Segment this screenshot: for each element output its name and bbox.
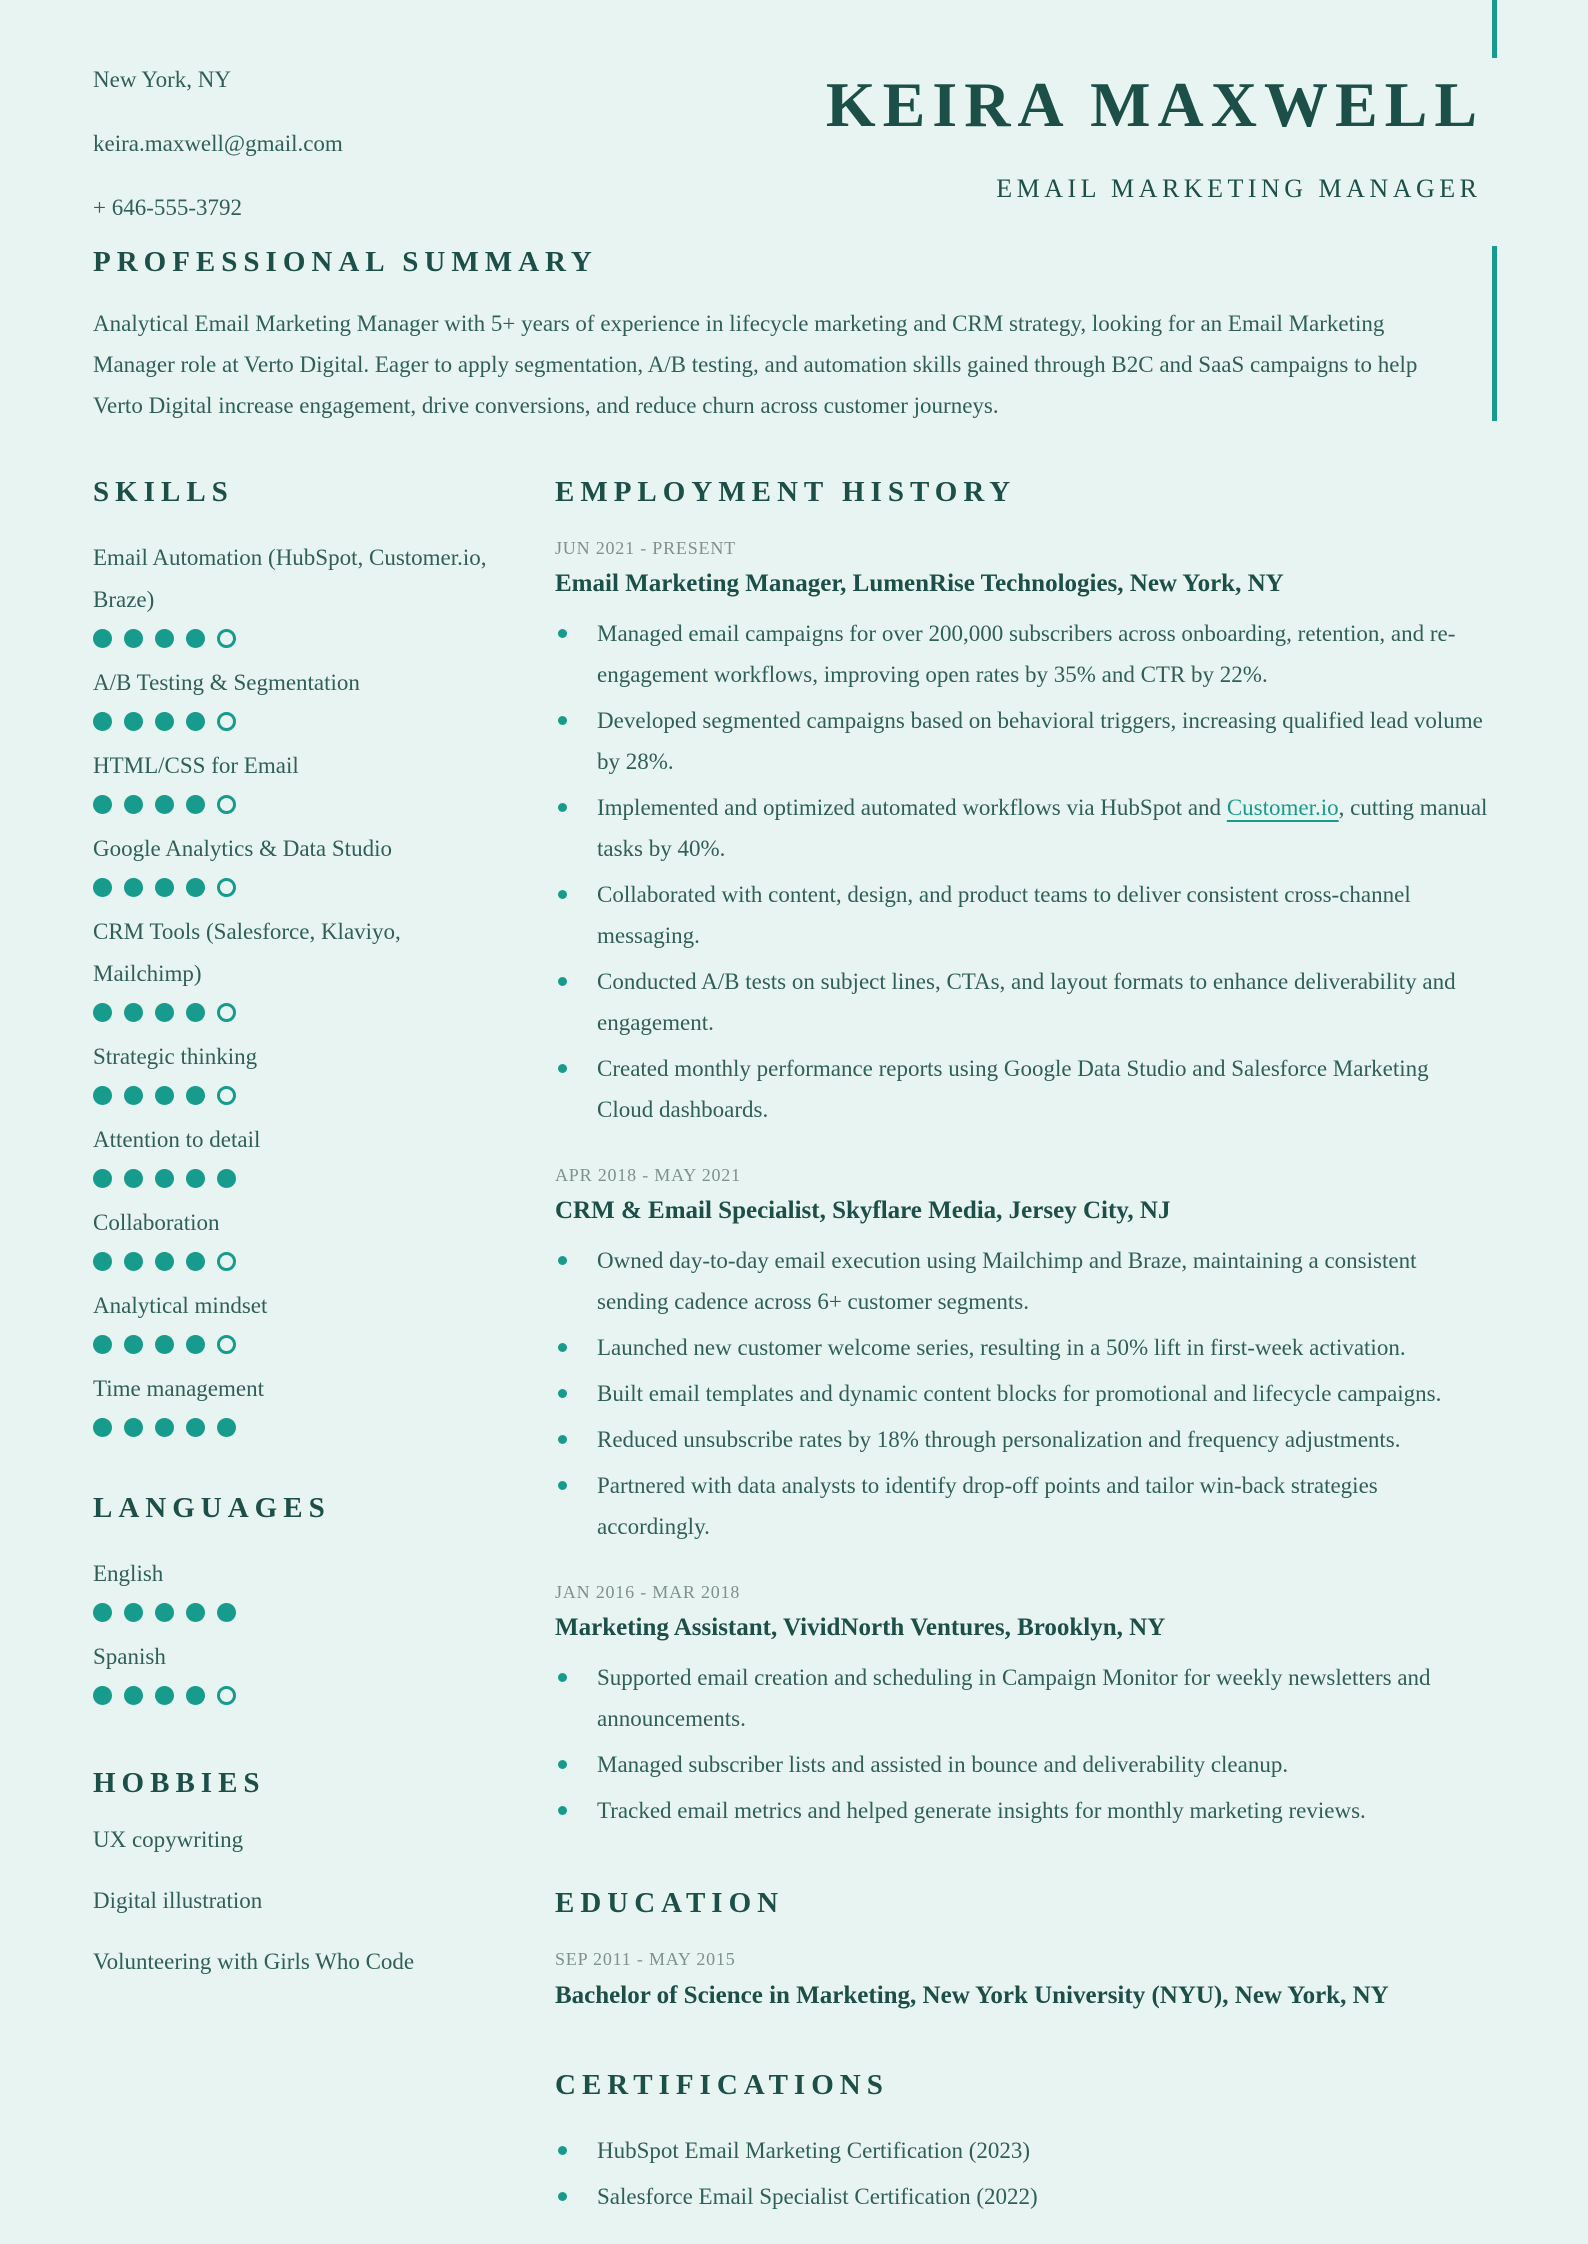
job-bullets	[555, 613, 1490, 1130]
job-bullet: Created monthly performance reports using Google Data Studio and Salesforce Marketing Cloud dashboards.	[555, 1048, 1490, 1130]
employment-section	[555, 476, 1490, 1831]
rated-item-label: English	[93, 1561, 164, 1586]
left-column	[93, 476, 493, 2222]
rating-dot-empty	[217, 1335, 236, 1354]
job-dates: JUN 2021 - PRESENT	[555, 538, 736, 558]
job-bullet: Managed email campaigns for over 200,000 subscribers across onboarding, retention, and re-engagement workflows, improving open rates by 35% and CTR by 22%.	[555, 613, 1490, 695]
rating-dot-filled	[93, 878, 112, 897]
rating-dots	[93, 1335, 493, 1354]
job-bullets	[555, 1240, 1490, 1547]
rating-dot-filled	[124, 878, 143, 897]
job-bullet: Supported email creation and scheduling in Campaign Monitor for weekly newsletters and announcements.	[555, 1657, 1490, 1739]
contact-block	[93, 68, 343, 220]
header	[0, 0, 1588, 220]
rating-dots	[93, 629, 493, 648]
candidate-name: KEIRA MAXWELL	[825, 69, 1484, 140]
rating-dot-filled	[155, 712, 174, 731]
job-bullet: Owned day-to-day email execution using Mailchimp and Braze, maintaining a consistent sending cadence across 6+ customer segments.	[555, 1240, 1490, 1322]
contact-location: New York, NY	[93, 67, 232, 92]
certifications-section	[555, 2069, 1490, 2217]
rating-dot-filled	[155, 1252, 174, 1271]
rated-item	[93, 1036, 493, 1105]
job-bullet: Reduced unsubscribe rates by 18% through personalization and frequency adjustments.	[555, 1419, 1490, 1460]
job-bullets	[555, 1657, 1490, 1831]
rated-item-label: Spanish	[93, 1644, 166, 1669]
job-bullet: Conducted A/B tests on subject lines, CTAs, and layout formats to enhance deliverability and engagement.	[555, 961, 1490, 1043]
rating-dot-filled	[155, 629, 174, 648]
job-title: CRM & Email Specialist, Skyflare Media, Jersey City, NJ	[555, 1197, 1171, 1224]
rated-item	[93, 828, 493, 897]
two-column-body	[0, 476, 1588, 2222]
rating-dot-filled	[93, 1169, 112, 1188]
job-bullet: Partnered with data analysts to identify drop-off points and tailor win-back strategies accordingly.	[555, 1465, 1490, 1547]
rating-dot-filled	[186, 1252, 205, 1271]
languages-list	[93, 1553, 493, 1705]
rating-dot-filled	[124, 1603, 143, 1622]
contact-phone: + 646-555-3792	[93, 195, 243, 220]
rating-dots	[93, 1603, 493, 1622]
rating-dots	[93, 712, 493, 731]
rating-dot-empty	[217, 1252, 236, 1271]
rating-dot-filled	[93, 712, 112, 731]
rated-item	[93, 537, 493, 648]
certification-item: Salesforce Email Specialist Certification (2022)	[555, 2176, 1490, 2217]
rating-dots	[93, 878, 493, 897]
hobby-item: UX copywriting	[93, 1827, 244, 1852]
education-section	[555, 1887, 1490, 2011]
education-degree: Bachelor of Science in Marketing, New York University (NYU), New York, NY	[555, 1982, 1389, 2009]
rating-dot-filled	[124, 1252, 143, 1271]
rating-dot-filled	[124, 1335, 143, 1354]
job-entry	[555, 1164, 1490, 1547]
rating-dot-filled	[155, 1418, 174, 1437]
rating-dot-empty	[217, 1686, 236, 1705]
rating-dot-filled	[93, 1603, 112, 1622]
rated-item-label: A/B Testing & Segmentation	[93, 670, 360, 695]
accent-bar-summary	[1492, 246, 1497, 421]
rating-dot-filled	[124, 1086, 143, 1105]
rating-dots	[93, 1169, 493, 1188]
rating-dot-filled	[155, 1086, 174, 1105]
candidate-role: EMAIL MARKETING MANAGER	[996, 174, 1482, 203]
rating-dot-empty	[217, 1086, 236, 1105]
skills-section	[93, 476, 493, 1437]
rating-dots	[93, 1418, 493, 1437]
customer-io-link[interactable]: Customer.io	[1226, 795, 1339, 820]
languages-heading: LANGUAGES	[93, 1492, 331, 1524]
rated-item-label: Collaboration	[93, 1210, 220, 1235]
rating-dots	[93, 1086, 493, 1105]
rated-item-label: Analytical mindset	[93, 1293, 268, 1318]
rating-dot-filled	[124, 1686, 143, 1705]
certifications-list	[555, 2130, 1490, 2217]
rating-dot-filled	[155, 795, 174, 814]
rated-item-label: Time management	[93, 1376, 264, 1401]
rating-dot-empty	[217, 795, 236, 814]
skills-list	[93, 537, 493, 1437]
rating-dot-filled	[186, 795, 205, 814]
rating-dot-filled	[124, 629, 143, 648]
rated-item-label: Strategic thinking	[93, 1044, 258, 1069]
right-column	[555, 476, 1490, 2222]
rating-dot-filled	[93, 1003, 112, 1022]
hobbies-heading: HOBBIES	[93, 1767, 266, 1799]
job-entry	[555, 1581, 1490, 1831]
rated-item	[93, 662, 493, 731]
rating-dot-empty	[217, 1003, 236, 1022]
rating-dot-filled	[186, 1418, 205, 1437]
job-bullet: Implemented and optimized automated workflows via HubSpot and Customer.io, cutting manual tasks by 40%.	[555, 787, 1490, 869]
rated-item-label: Google Analytics & Data Studio	[93, 836, 392, 861]
rated-item	[93, 1202, 493, 1271]
skills-heading: SKILLS	[93, 476, 234, 508]
education-heading: EDUCATION	[555, 1887, 785, 1919]
rated-item	[93, 1368, 493, 1437]
rating-dot-filled	[186, 712, 205, 731]
name-block	[825, 69, 1484, 204]
rating-dot-filled	[155, 1335, 174, 1354]
hobbies-section	[93, 1767, 493, 1974]
rating-dot-filled	[186, 629, 205, 648]
hobby-item: Digital illustration	[93, 1888, 263, 1913]
certifications-heading: CERTIFICATIONS	[555, 2069, 889, 2101]
rating-dot-filled	[124, 1418, 143, 1437]
rating-dot-filled	[186, 1169, 205, 1188]
rating-dot-filled	[155, 878, 174, 897]
rating-dot-filled	[93, 1418, 112, 1437]
job-bullet: Built email templates and dynamic content blocks for promotional and lifecycle campaigns.	[555, 1373, 1490, 1414]
rated-item	[93, 1119, 493, 1188]
languages-section	[93, 1492, 493, 1705]
accent-bar-top	[1492, 0, 1497, 58]
rating-dot-filled	[186, 878, 205, 897]
rating-dot-filled	[93, 1086, 112, 1105]
rating-dot-empty	[217, 878, 236, 897]
rated-item-label: Attention to detail	[93, 1127, 261, 1152]
rated-item-label: HTML/CSS for Email	[93, 753, 299, 778]
job-entry	[555, 537, 1490, 1130]
hobbies-list	[93, 1828, 493, 1974]
rating-dot-filled	[155, 1603, 174, 1622]
rating-dot-filled	[93, 629, 112, 648]
jobs-list	[555, 537, 1490, 1831]
rating-dot-empty	[217, 712, 236, 731]
summary-section	[0, 246, 1588, 426]
rated-item	[93, 911, 493, 1022]
rating-dot-empty	[217, 629, 236, 648]
contact-email: keira.maxwell@gmail.com	[93, 131, 343, 156]
rating-dot-filled	[186, 1003, 205, 1022]
rating-dot-filled	[93, 1686, 112, 1705]
rating-dots	[93, 1003, 493, 1022]
job-bullet: Launched new customer welcome series, resulting in a 50% lift in first-week activation.	[555, 1327, 1490, 1368]
employment-heading: EMPLOYMENT HISTORY	[555, 476, 1017, 508]
rating-dot-filled	[124, 795, 143, 814]
rating-dot-filled	[155, 1003, 174, 1022]
job-bullet: Developed segmented campaigns based on behavioral triggers, increasing qualified lead volume by 28%.	[555, 700, 1490, 782]
rating-dot-filled	[186, 1686, 205, 1705]
rated-item-label: CRM Tools (Salesforce, Klaviyo, Mailchimp)	[93, 919, 401, 986]
rated-item	[93, 745, 493, 814]
hobby-item: Volunteering with Girls Who Code	[93, 1949, 415, 1974]
rating-dot-filled	[124, 1169, 143, 1188]
job-dates: APR 2018 - MAY 2021	[555, 1165, 741, 1185]
rating-dots	[93, 1686, 493, 1705]
rated-item	[93, 1553, 493, 1622]
rating-dot-filled	[155, 1686, 174, 1705]
rated-item	[93, 1636, 493, 1705]
rating-dot-filled	[155, 1169, 174, 1188]
rating-dot-filled	[186, 1335, 205, 1354]
rating-dot-filled	[124, 712, 143, 731]
rating-dot-filled	[217, 1603, 236, 1622]
education-dates: SEP 2011 - MAY 2015	[555, 1949, 736, 1969]
job-title: Email Marketing Manager, LumenRise Technologies, New York, NY	[555, 570, 1284, 597]
job-dates: JAN 2016 - MAR 2018	[555, 1582, 741, 1602]
rating-dot-filled	[93, 1252, 112, 1271]
rated-item-label: Email Automation (HubSpot, Customer.io, Braze)	[93, 545, 487, 612]
job-bullet: Collaborated with content, design, and product teams to deliver consistent cross-channel messaging.	[555, 874, 1490, 956]
rating-dot-filled	[186, 1603, 205, 1622]
job-bullet: Tracked email metrics and helped generate insights for monthly marketing reviews.	[555, 1790, 1490, 1831]
rating-dot-filled	[186, 1086, 205, 1105]
summary-heading: PROFESSIONAL SUMMARY	[93, 246, 598, 278]
rating-dot-filled	[93, 795, 112, 814]
summary-text: Analytical Email Marketing Manager with 5+ years of experience in lifecycle marketing and CRM strategy, looking for an Email Marketing Manager role at Verto Digital. Eager to apply segmentation, A/B testing, and automation skills gained through B2C and SaaS campaigns to help Verto Digital increase engagement, drive conversions, and reduce churn across customer journeys.	[93, 311, 1418, 418]
certification-item: HubSpot Email Marketing Certification (2023)	[555, 2130, 1490, 2171]
job-title: Marketing Assistant, VividNorth Ventures, Brooklyn, NY	[555, 1614, 1166, 1641]
rating-dot-filled	[217, 1418, 236, 1437]
rating-dots	[93, 1252, 493, 1271]
rating-dot-filled	[93, 1335, 112, 1354]
rating-dots	[93, 795, 493, 814]
rated-item	[93, 1285, 493, 1354]
rating-dot-filled	[124, 1003, 143, 1022]
rating-dot-filled	[217, 1169, 236, 1188]
job-bullet: Managed subscriber lists and assisted in bounce and deliverability cleanup.	[555, 1744, 1490, 1785]
